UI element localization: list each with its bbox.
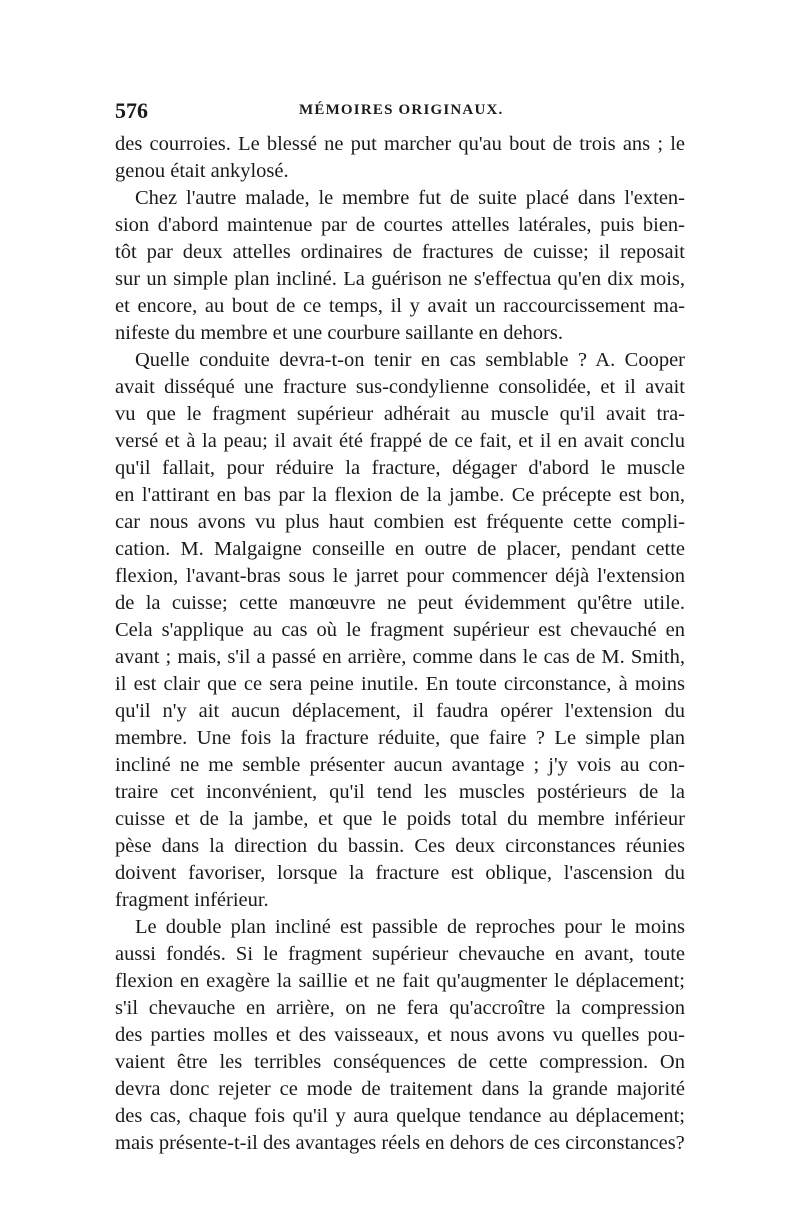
text-line: car nous avons vu plus haut combien est fréquente cette compli- <box>115 511 685 533</box>
text-line: traire cet inconvénient, qu'il tend les muscles postérieurs de la <box>115 781 685 803</box>
text-line: Chez l'autre malade, le membre fut de suite placé dans l'exten- <box>135 187 685 209</box>
text-line: fragment inférieur. <box>115 889 269 911</box>
text-line: qu'il fallait, pour réduire la fracture, dégager d'abord le muscle <box>115 457 685 479</box>
text-line: nifeste du membre et une courbure saillante en dehors. <box>115 322 563 344</box>
page-header <box>115 98 685 124</box>
text-line: qu'il n'y ait aucun déplacement, il faudra opérer l'extension du <box>115 700 685 722</box>
text-line: devra donc rejeter ce mode de traitement dans la grande majorité <box>115 1078 685 1100</box>
text-line: des courroies. Le blessé ne put marcher qu'au bout de trois ans ; le <box>115 133 685 155</box>
paragraph <box>115 914 685 1157</box>
text-line: cuisse et de la jambe, et que le poids total du membre inférieur <box>115 808 685 830</box>
text-line: avait disséqué une fracture sus-condylienne consolidée, et il avait <box>115 376 685 398</box>
text-line: flexion, l'avant-bras sous le jarret pour commencer déjà l'extension <box>115 565 685 587</box>
body-text <box>115 131 685 1157</box>
text-line: Cela s'applique au cas où le fragment supérieur est chevauché en <box>115 619 685 641</box>
text-line: avant ; mais, s'il a passé en arrière, comme dans le cas de M. Smith, <box>115 646 685 668</box>
text-line: sion d'abord maintenue par de courtes attelles latérales, puis bien- <box>115 214 685 236</box>
text-line: vaient être les terribles conséquences de cette compression. On <box>115 1051 685 1073</box>
text-line: cation. M. Malgaigne conseille en outre de placer, pendant cette <box>115 538 685 560</box>
text-line: doivent favoriser, lorsque la fracture est oblique, l'ascension du <box>115 862 685 884</box>
text-line: versé et à la peau; il avait été frappé de ce fait, et il en avait conclu <box>115 430 685 452</box>
text-line: s'il chevauche en arrière, on ne fera qu'accroître la compression <box>115 997 685 1019</box>
text-line: mais présente-t-il des avantages réels en dehors de ces circonstances? <box>115 1132 685 1154</box>
text-line: incliné ne me semble présenter aucun avantage ; j'y vois au con- <box>115 754 685 776</box>
text-line: tôt par deux attelles ordinaires de fractures de cuisse; il reposait <box>115 241 685 263</box>
text-line: pèse dans la direction du bassin. Ces deux circonstances réunies <box>115 835 685 857</box>
text-line: en l'attirant en bas par la flexion de la jambe. Ce précepte est bon, <box>115 484 685 506</box>
text-line: membre. Une fois la fracture réduite, que faire ? Le simple plan <box>115 727 685 749</box>
text-line: des cas, chaque fois qu'il y aura quelque tendance au déplacement; <box>115 1105 685 1127</box>
page-number: 576 <box>115 98 148 123</box>
paragraph <box>115 185 685 347</box>
text-line: vu que le fragment supérieur adhérait au muscle qu'il avait tra- <box>115 403 685 425</box>
text-line: sur un simple plan incliné. La guérison ne s'effectua qu'en dix mois, <box>115 268 685 290</box>
paragraph <box>115 347 685 914</box>
text-line: Le double plan incliné est passible de reproches pour le moins <box>135 916 685 938</box>
paragraph <box>115 131 685 185</box>
text-line: flexion en exagère la saillie et ne fait qu'augmenter le déplacement; <box>115 970 685 992</box>
text-line: il est clair que ce sera peine inutile. En toute circonstance, à moins <box>115 673 685 695</box>
text-line: des parties molles et des vaisseaux, et nous avons vu quelles pou- <box>115 1024 685 1046</box>
text-line: genou était ankylosé. <box>115 160 289 182</box>
running-title: MÉMOIRES ORIGINAUX. <box>299 102 504 118</box>
text-line: Quelle conduite devra-t-on tenir en cas semblable ? A. Cooper <box>135 349 685 371</box>
text-line: aussi fondés. Si le fragment supérieur chevauche en avant, toute <box>115 943 685 965</box>
text-line: et encore, au bout de ce temps, il y avait un raccourcissement ma- <box>115 295 685 317</box>
text-line: de la cuisse; cette manœuvre ne peut évidemment qu'être utile. <box>115 592 685 614</box>
